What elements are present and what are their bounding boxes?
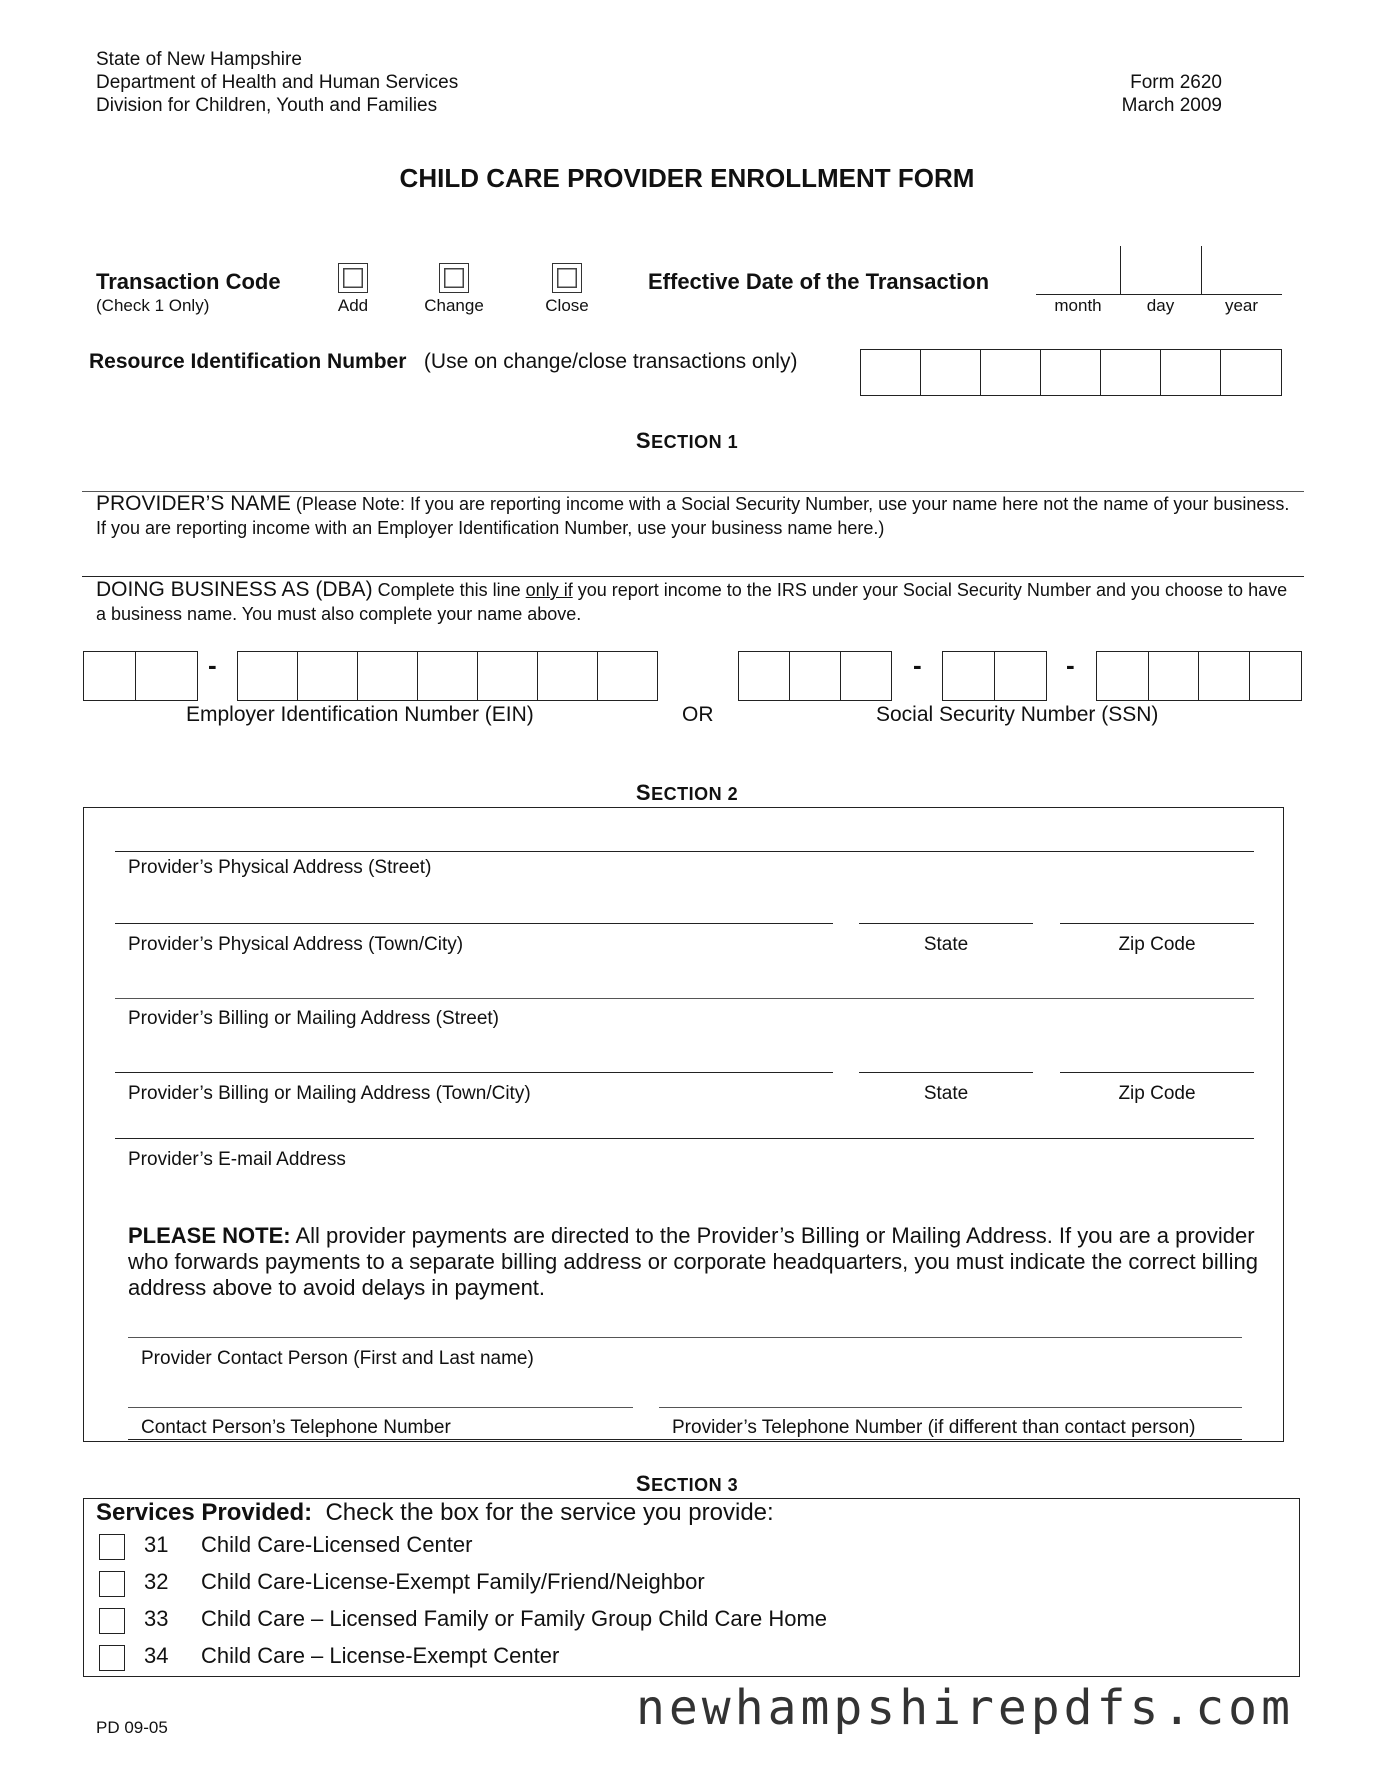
ein-dash: - <box>208 650 217 680</box>
resource-id-digit[interactable] <box>1221 349 1282 396</box>
resource-id-digit[interactable] <box>1101 349 1161 396</box>
add-checkbox[interactable] <box>338 263 368 293</box>
ssn-group-boxes[interactable] <box>942 651 1047 701</box>
ein-digit[interactable] <box>136 651 198 701</box>
dba-label: DOING BUSINESS AS (DBA) Complete this line only if you report income to the IRS under your Social Security Number and you choose to have a business name. You must also complete your name above. <box>96 578 1288 624</box>
watermark: newhampshirepdfs.com <box>636 1680 1294 1736</box>
physical-zip-label: Zip Code <box>1118 934 1196 955</box>
ein-digit[interactable] <box>598 651 658 701</box>
provider-phone-line[interactable] <box>659 1407 1242 1408</box>
ssn-digit[interactable] <box>841 651 892 701</box>
billing-zip-line[interactable] <box>1060 1072 1254 1073</box>
effective-date-line <box>1036 294 1282 295</box>
day-field[interactable] <box>1122 246 1200 294</box>
physical-zip-line[interactable] <box>1060 923 1254 924</box>
day-label: day <box>1146 296 1175 315</box>
ssn-digit[interactable] <box>1250 651 1302 701</box>
physical-city-line[interactable] <box>115 923 833 924</box>
service-32-name: Child Care-License-Exempt Family/Friend/Neighbor <box>201 1569 705 1594</box>
resource-id-digit[interactable] <box>1161 349 1221 396</box>
ssn-serial-boxes[interactable] <box>1096 651 1302 701</box>
service-33-name: Child Care – Licensed Family or Family Group Child Care Home <box>201 1606 828 1631</box>
physical-state-line[interactable] <box>859 923 1033 924</box>
resource-id-boxes[interactable] <box>860 349 1282 396</box>
date-divider-2 <box>1201 246 1202 294</box>
ein-label: Employer Identification Number (EIN) <box>186 703 534 726</box>
email-line[interactable] <box>115 1138 1254 1139</box>
form-number: Form 2620 <box>1130 72 1222 93</box>
or-label: OR <box>682 703 714 726</box>
section-3-heading: SECTION 3 <box>635 1471 739 1496</box>
dba-line[interactable] <box>82 576 1304 577</box>
service-32-code: 32 <box>144 1569 169 1594</box>
page-title: CHILD CARE PROVIDER ENROLLMENT FORM <box>399 163 975 193</box>
physical-state-label: State <box>923 934 969 955</box>
ssn-label: Social Security Number (SSN) <box>876 703 1159 726</box>
add-label: Add <box>337 296 369 315</box>
service-33-checkbox[interactable] <box>99 1608 125 1634</box>
ssn-digit[interactable] <box>738 651 790 701</box>
form-id <box>1122 71 1222 117</box>
service-31-checkbox[interactable] <box>99 1534 125 1560</box>
physical-street-label: Provider’s Physical Address (Street) <box>128 857 432 878</box>
provider-phone-label: Provider’s Telephone Number (if different than contact person) <box>672 1417 1196 1438</box>
agency-header <box>96 48 458 117</box>
resource-id-label: Resource Identification Number (Use on change/close transactions only) <box>89 350 798 373</box>
service-34-code: 34 <box>144 1643 169 1668</box>
ein-digit[interactable] <box>358 651 418 701</box>
resource-id-digit[interactable] <box>921 349 981 396</box>
ssn-digit[interactable] <box>790 651 841 701</box>
change-checkbox[interactable] <box>439 263 469 293</box>
billing-street-line[interactable] <box>115 998 1254 999</box>
service-34-name: Child Care – License-Exempt Center <box>201 1643 560 1668</box>
billing-city-line[interactable] <box>115 1072 833 1073</box>
service-34-checkbox[interactable] <box>99 1645 125 1671</box>
ein-digit[interactable] <box>237 651 298 701</box>
ein-digit[interactable] <box>538 651 598 701</box>
ssn-digit[interactable] <box>1199 651 1250 701</box>
transaction-code-sublabel: (Check 1 Only) <box>96 296 210 315</box>
billing-note: PLEASE NOTE: All provider payments are directed to the Provider’s Billing or Mailing Address. If you are a provider who forwards payments to a separate billing address or corporate headquarters, you must indicate the correct billing address above to avoid delays in payment. <box>128 1223 1258 1300</box>
effective-date-label: Effective Date of the Transaction <box>648 269 990 294</box>
contact-phone-label: Contact Person’s Telephone Number <box>141 1417 451 1438</box>
ein-suffix-boxes[interactable] <box>237 651 658 701</box>
billing-state-label: State <box>923 1083 969 1104</box>
ssn-digit[interactable] <box>942 651 995 701</box>
date-divider-1 <box>1120 246 1121 294</box>
physical-street-line[interactable] <box>115 851 1254 852</box>
close-label: Close <box>545 296 589 315</box>
contact-phone-line[interactable] <box>128 1407 633 1408</box>
ein-digit[interactable] <box>298 651 358 701</box>
resource-id-digit[interactable] <box>1041 349 1101 396</box>
ein-digit[interactable] <box>418 651 478 701</box>
ein-prefix-boxes[interactable] <box>83 651 198 701</box>
service-32-checkbox[interactable] <box>99 1571 125 1597</box>
billing-street-label: Provider’s Billing or Mailing Address (Street) <box>128 1008 500 1029</box>
month-field[interactable] <box>1036 246 1120 294</box>
state-name: State of New Hampshire <box>96 49 302 70</box>
service-31-name: Child Care-Licensed Center <box>201 1532 473 1557</box>
year-label: year <box>1224 296 1259 315</box>
billing-state-line[interactable] <box>859 1072 1033 1073</box>
provider-name-label: PROVIDER’S NAME (Please Note: If you are reporting income with a Social Security Number, use your name here not the name of your business. If you are reporting income with an Employer Identification Number, use your business name here.) <box>96 492 1290 538</box>
resource-id-digit[interactable] <box>860 349 921 396</box>
section-2-heading: SECTION 2 <box>635 780 739 805</box>
footer-code: PD 09-05 <box>96 1718 168 1737</box>
contact-person-line[interactable] <box>128 1337 1242 1338</box>
email-label: Provider’s E-mail Address <box>128 1149 346 1170</box>
month-label: month <box>1054 296 1102 315</box>
ssn-digit[interactable] <box>1096 651 1149 701</box>
ssn-dash-1: - <box>913 650 922 680</box>
section-1-heading: SECTION 1 <box>635 428 739 453</box>
year-field[interactable] <box>1203 246 1282 294</box>
contact-underline <box>128 1439 1242 1440</box>
resource-id-digit[interactable] <box>981 349 1041 396</box>
service-31-code: 31 <box>144 1532 169 1557</box>
ein-digit[interactable] <box>478 651 538 701</box>
ssn-dash-2: - <box>1066 650 1075 680</box>
ein-digit[interactable] <box>83 651 136 701</box>
billing-city-label: Provider’s Billing or Mailing Address (Town/City) <box>128 1083 531 1104</box>
service-33-code: 33 <box>144 1606 169 1631</box>
ssn-digit[interactable] <box>1149 651 1199 701</box>
section-2-box <box>83 807 1284 1442</box>
division-name: Division for Children, Youth and Families <box>96 95 438 116</box>
physical-city-label: Provider’s Physical Address (Town/City) <box>128 934 464 955</box>
services-heading: Services Provided: Check the box for the service you provide: <box>96 1499 774 1526</box>
billing-zip-label: Zip Code <box>1118 1083 1196 1104</box>
department-name: Department of Health and Human Services <box>96 72 459 93</box>
change-label: Change <box>424 296 484 315</box>
transaction-code-label: Transaction Code <box>96 269 281 294</box>
form-date: March 2009 <box>1121 95 1222 116</box>
ssn-digit[interactable] <box>995 651 1047 701</box>
close-checkbox[interactable] <box>552 263 582 293</box>
contact-person-label: Provider Contact Person (First and Last name) <box>141 1348 534 1369</box>
ssn-area-boxes[interactable] <box>738 651 892 701</box>
